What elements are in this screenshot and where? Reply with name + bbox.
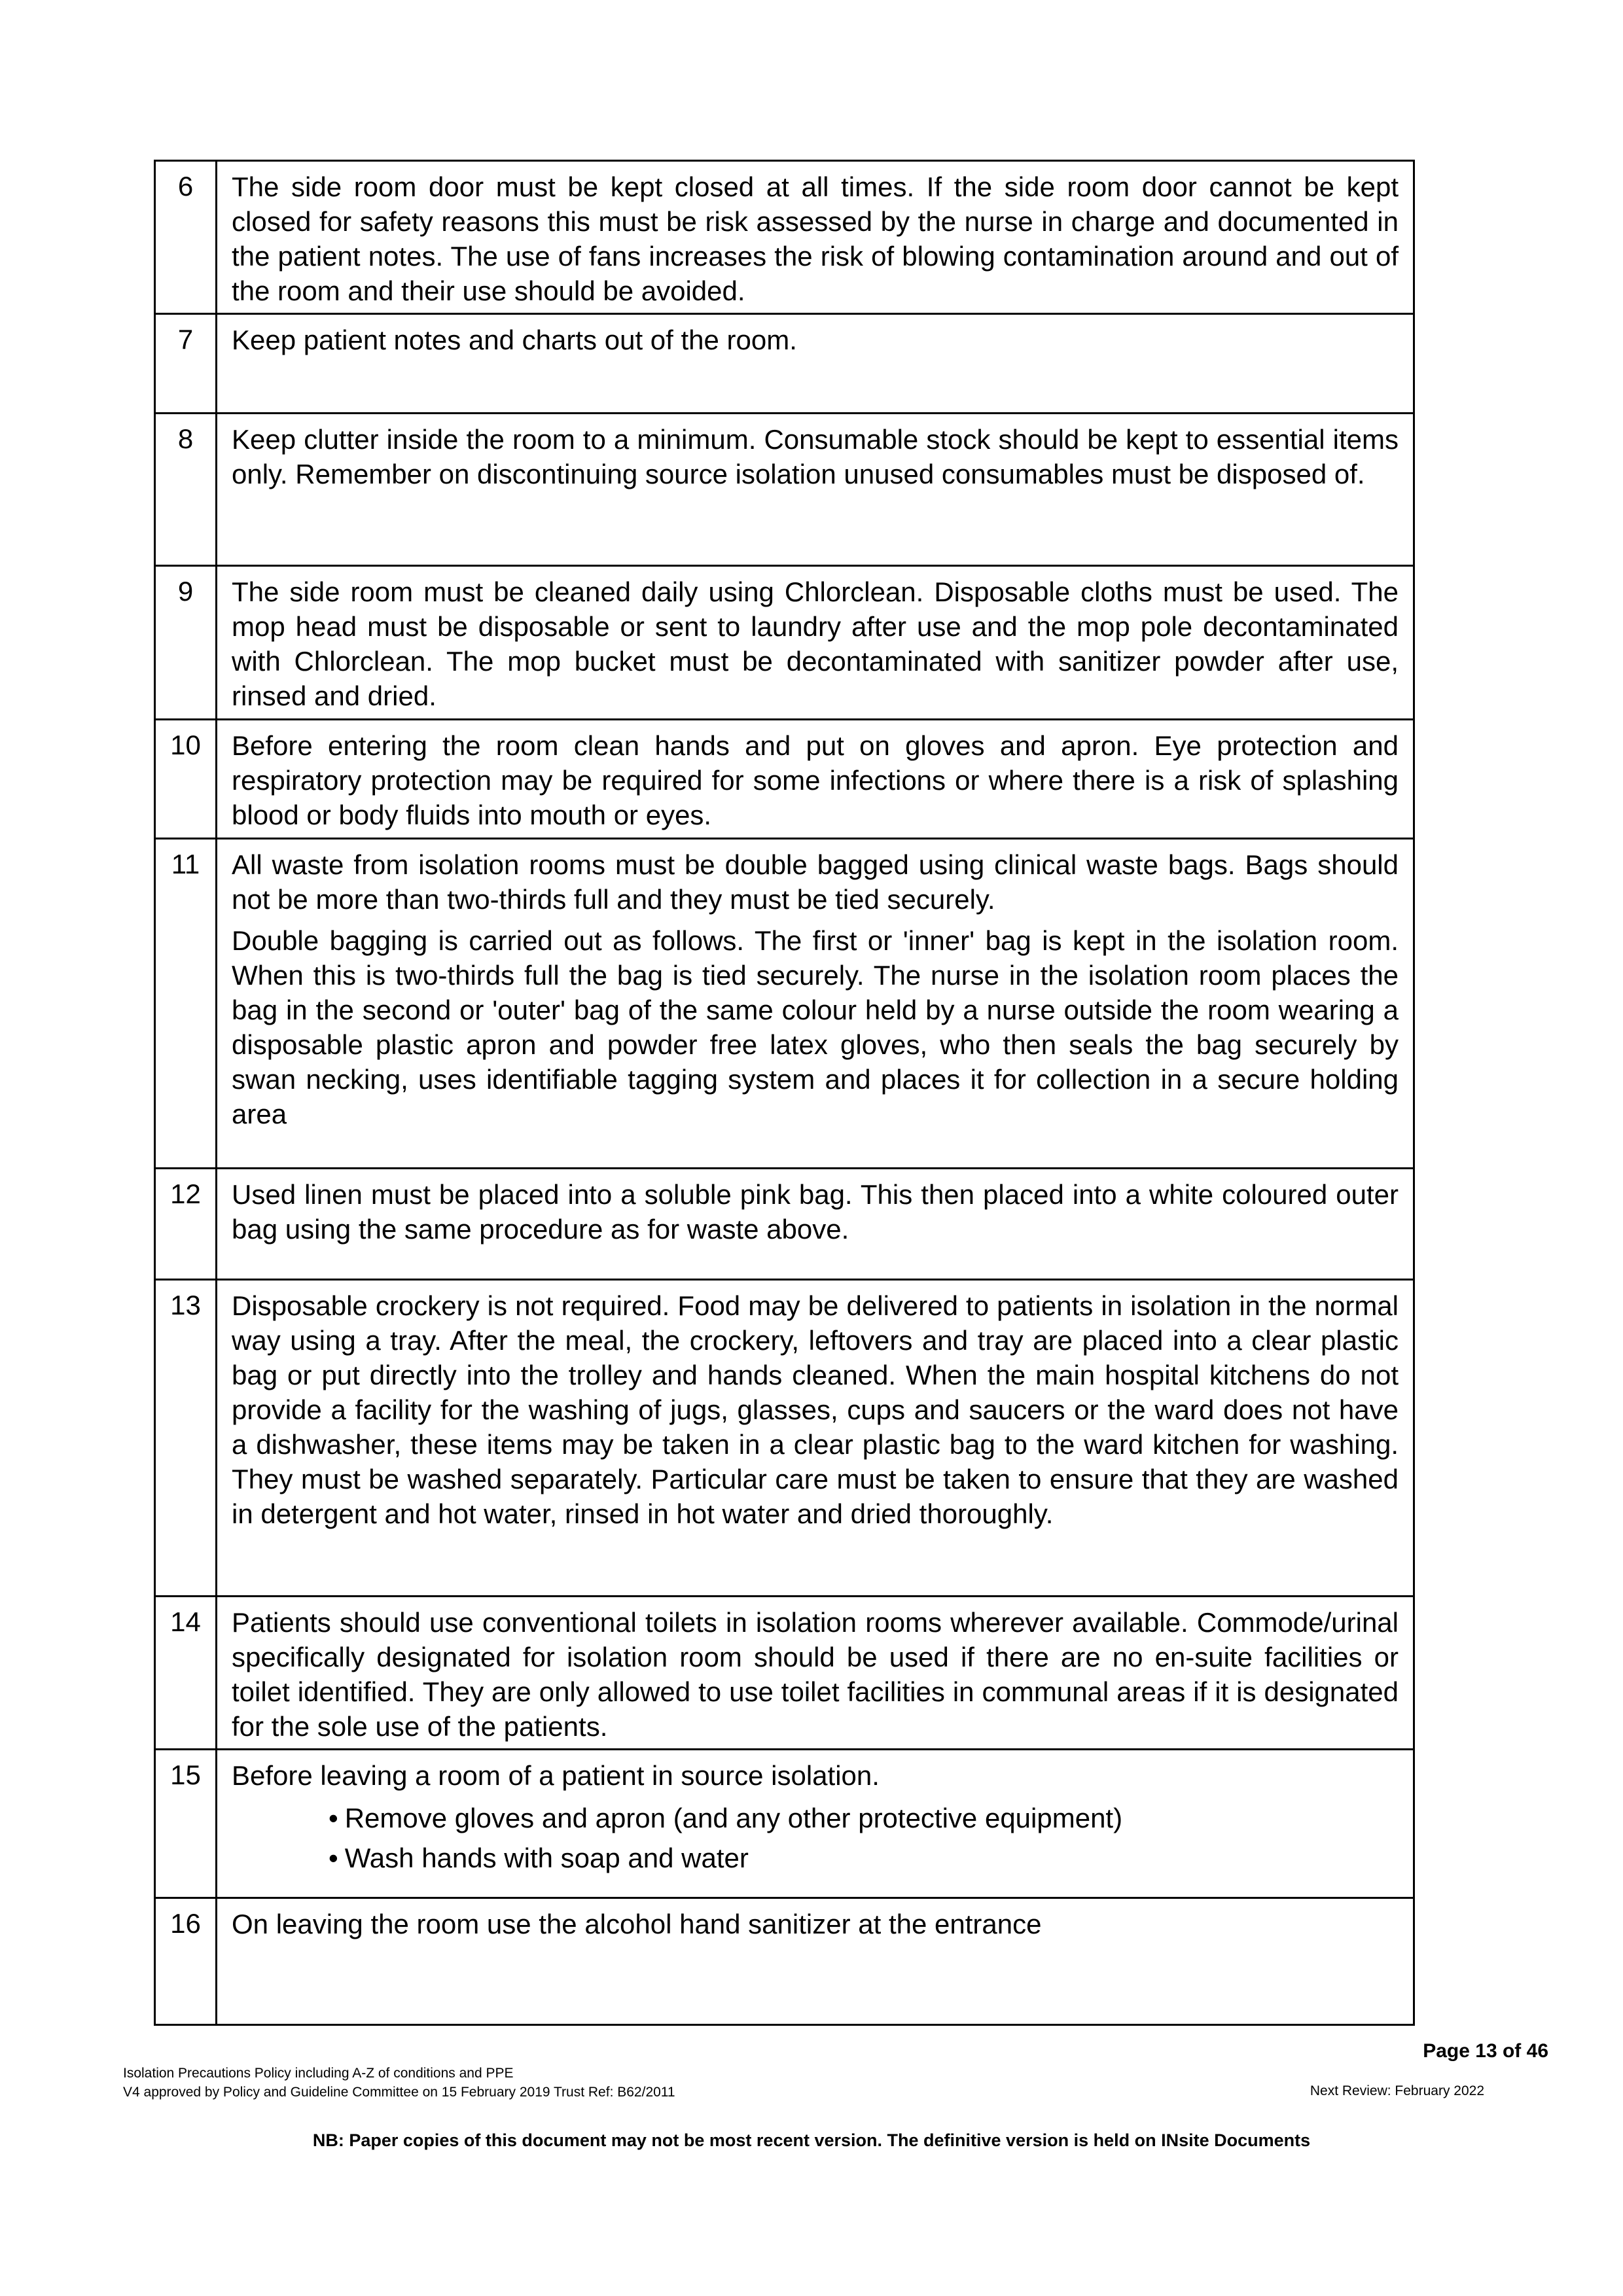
- paragraph: On leaving the room use the alcohol hand sanitizer at the entrance: [232, 1909, 1042, 1939]
- row-text: [217, 1169, 1414, 1280]
- footer-doc-info: [123, 2064, 675, 2102]
- paragraph: Keep patient notes and charts out of the room.: [232, 325, 797, 355]
- row-text: [217, 566, 1414, 720]
- page-number: Page 13 of 46: [1423, 2040, 1548, 2062]
- row-number: 10: [155, 720, 217, 839]
- row-text: [217, 1898, 1414, 2025]
- table-row: [155, 161, 1414, 314]
- table-row: [155, 720, 1414, 839]
- table-row: [155, 1169, 1414, 1280]
- paragraph: The side room must be cleaned daily using Chlorclean. Disposable cloths must be used. The mop head must be disposable or sent to laundry after use and the mop pole decontaminated with Chlorclean. The mop bucket must be decontaminated with sanitizer powder after use, rinsed and dried.: [232, 576, 1399, 711]
- bullet-item: • Remove gloves and apron (and any other protective equipment): [329, 1798, 1399, 1838]
- table-row: [155, 566, 1414, 720]
- table-row: [155, 1597, 1414, 1750]
- row-number: 13: [155, 1280, 217, 1597]
- row-number: 14: [155, 1597, 217, 1750]
- paragraph: Before entering the room clean hands and put on gloves and apron. Eye protection and respiratory protection may be required for some infections or where there is a risk of splashing blood or body fluids into mouth or eyes.: [232, 730, 1399, 830]
- row-text: [217, 720, 1414, 839]
- table-row: [155, 1750, 1414, 1898]
- paragraph: Patients should use conventional toilets in isolation rooms wherever available. Commode/urinal specifically designated for isolation room should be used if there are no en-suite facilities or toilet identified. They are only allowed to use toilet facilities in communal areas if it is designated for the sole use of the patients.: [232, 1607, 1399, 1742]
- table-row: [155, 1898, 1414, 2025]
- row-text: [217, 1597, 1414, 1750]
- row-text: [217, 314, 1414, 414]
- paragraph: Used linen must be placed into a soluble pink bag. This then placed into a white coloured outer bag using the same procedure as for waste above.: [232, 1179, 1399, 1245]
- table-row: [155, 1280, 1414, 1597]
- row-text: [217, 414, 1414, 566]
- paragraph: Double bagging is carried out as follows. The first or 'inner' bag is kept in the isolation room. When this is two-thirds full the bag is tied securely. The nurse in the isolation room places the bag in the second or 'outer' bag of the same colour held by a nurse outside the room wearing a disposable plastic apron and powder free latex gloves, who then seals the bag securely by swan necking, uses identifiable tagging system and places it for collection in a secure holding area: [232, 925, 1399, 1129]
- row-number: 9: [155, 566, 217, 720]
- row-number: 15: [155, 1750, 217, 1898]
- row-text: [217, 839, 1414, 1169]
- row-number: 16: [155, 1898, 217, 2025]
- paragraph: Keep clutter inside the room to a minimum. Consumable stock should be kept to essential items only. Remember on discontinuing source isolation unused consumables must be disposed of.: [232, 424, 1399, 489]
- bullet-list: [232, 1798, 1399, 1878]
- row-text: [217, 1750, 1414, 1898]
- table-row: [155, 839, 1414, 1169]
- procedures-table: [154, 160, 1415, 2026]
- footer-title: Isolation Precautions Policy including A-Z of conditions and PPE: [123, 2066, 514, 2081]
- paragraph: All waste from isolation rooms must be double bagged using clinical waste bags. Bags should not be more than two-thirds full and they must be tied securely.: [232, 849, 1399, 915]
- row-number: 6: [155, 161, 217, 314]
- next-review-date: Next Review: February 2022: [1310, 2083, 1484, 2098]
- table-row: [155, 314, 1414, 414]
- table-row: [155, 414, 1414, 566]
- row-number: 12: [155, 1169, 217, 1280]
- row-number: 7: [155, 314, 217, 414]
- row-text: [217, 1280, 1414, 1597]
- footer-approval: V4 approved by Policy and Guideline Committee on 15 February 2019 Trust Ref: B62/2011: [123, 2085, 675, 2100]
- row-number: 8: [155, 414, 217, 566]
- paragraph: Disposable crockery is not required. Food may be delivered to patients in isolation in the normal way using a tray. After the meal, the crockery, leftovers and tray are placed into a clear plastic bag or put directly into the trolley and hands cleaned. When the main hospital kitchens do not provide a facility for the washing of jugs, glasses, cups and saucers or the ward does not have a dishwasher, these items may be taken in a clear plastic bag to the ward kitchen for washing. They must be washed separately. Particular care must be taken to ensure that they are washed in detergent and hot water, rinsed in hot water and dried thoroughly.: [232, 1290, 1399, 1529]
- paragraph: Before leaving a room of a patient in source isolation.: [232, 1760, 880, 1791]
- paper-copy-notice: NB: Paper copies of this document may not be most recent version. The definitive version is held on INsite Documents: [312, 2130, 1311, 2150]
- bullet-item: • Wash hands with soap and water: [329, 1838, 1399, 1878]
- paragraph: The side room door must be kept closed at all times. If the side room door cannot be kept closed for safety reasons this must be risk assessed by the nurse in charge and documented in the patient notes. The use of fans increases the risk of blowing contamination around and out of the room and their use should be avoided.: [232, 171, 1399, 306]
- row-number: 11: [155, 839, 217, 1169]
- row-text: [217, 161, 1414, 314]
